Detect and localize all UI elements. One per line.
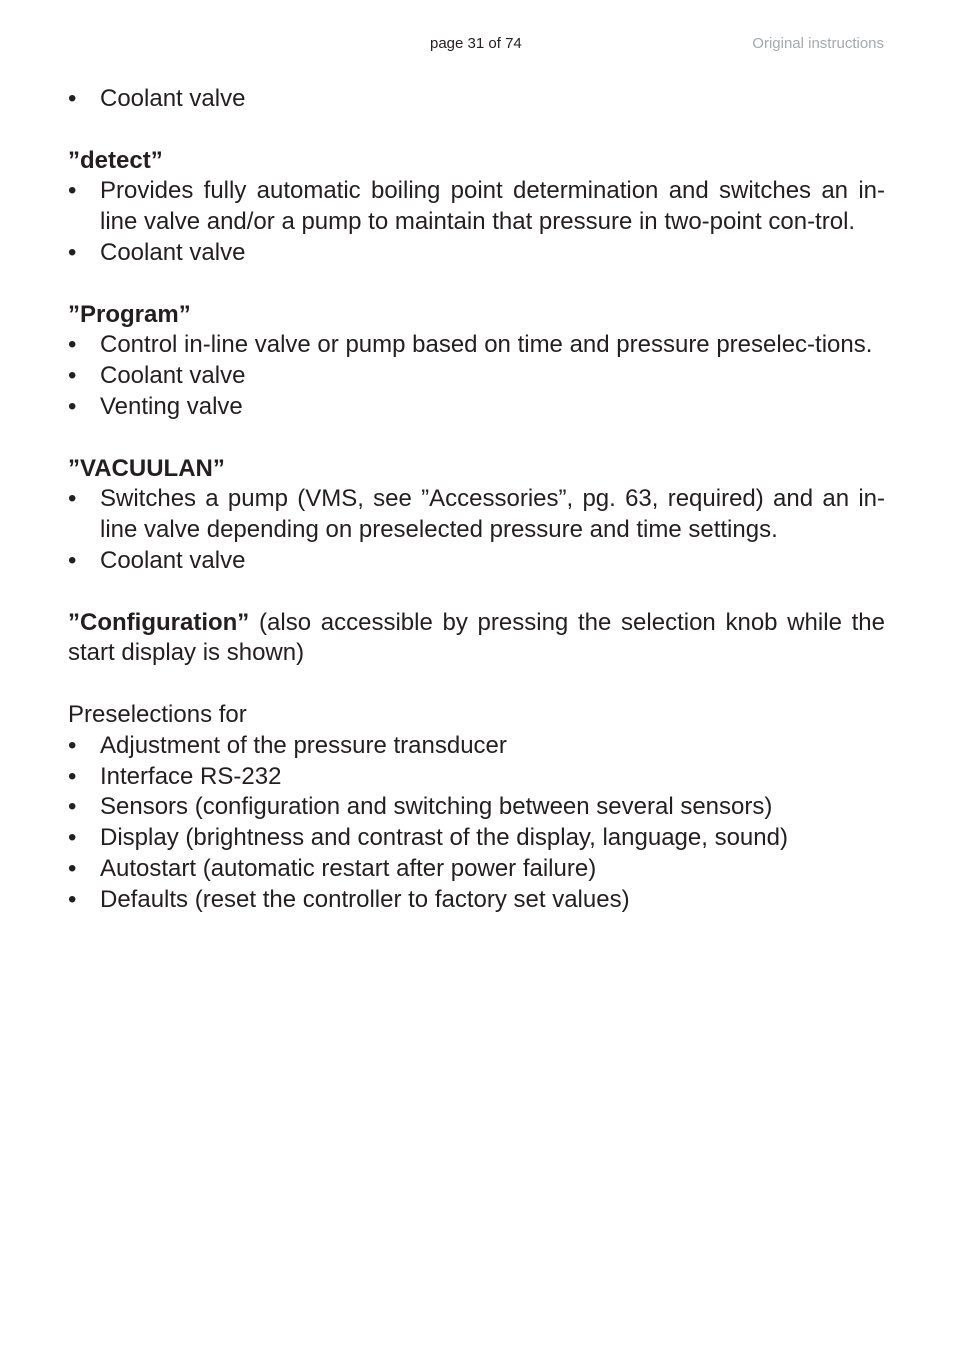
bullet-list (68, 484, 885, 576)
bullet-glyph: • (68, 85, 77, 112)
bullet-glyph: • (68, 793, 77, 821)
list-item (68, 792, 885, 823)
bullet-glyph: • (68, 824, 77, 852)
preselections-intro: Preselections for (68, 700, 247, 728)
list-item (68, 546, 885, 577)
list-item (68, 823, 885, 854)
list-item-text: Display (brightness and contrast of the display, language, sound) (100, 824, 788, 852)
list-item-text: Adjustment of the pressure transducer (100, 731, 507, 759)
configuration-paragraph (68, 608, 885, 670)
list-item (68, 238, 885, 269)
bullet-glyph: • (68, 362, 77, 390)
section-heading: ”VACUULAN” (68, 454, 225, 482)
section-heading: ”detect” (68, 146, 163, 174)
bullet-glyph: • (68, 762, 77, 790)
configuration-heading: ”Configuration” (68, 608, 250, 636)
list-item (68, 885, 885, 916)
section-vacuulan (68, 454, 885, 577)
list-item (68, 484, 885, 546)
bullet-glyph: • (68, 331, 77, 359)
list-item (68, 176, 885, 238)
bullet-list (68, 84, 885, 115)
list-item-text: Interface RS-232 (100, 762, 282, 790)
bullet-glyph: • (68, 177, 77, 205)
list-item-text: Autostart (automatic restart after power failure) (100, 854, 597, 882)
section-detect (68, 146, 885, 269)
list-item-text: Sensors (configuration and switching between several sensors) (100, 793, 773, 821)
bullet-glyph: • (68, 854, 77, 882)
list-item (68, 854, 885, 885)
section-program (68, 300, 885, 423)
list-item-text: Coolant valve (100, 362, 246, 390)
page-header (0, 35, 954, 55)
list-item-text: Coolant valve (100, 238, 246, 266)
list-item-text: Coolant valve (100, 546, 246, 574)
bullet-list (68, 330, 885, 422)
bullet-glyph: • (68, 546, 77, 574)
list-item-text: Venting valve (100, 392, 243, 420)
list-item-text: Control in-line valve or pump based on time and pressure preselec-tions. (100, 331, 873, 359)
list-item (68, 392, 885, 423)
page-number: page 31 of 74 (430, 35, 522, 52)
list-item (68, 762, 885, 793)
section-intro (68, 84, 885, 115)
list-item-text: Defaults (reset the controller to factory set values) (100, 885, 630, 913)
bullet-list (68, 176, 885, 268)
list-item (68, 84, 885, 115)
list-item (68, 731, 885, 762)
bullet-glyph: • (68, 485, 77, 513)
page-content (68, 84, 885, 916)
list-item (68, 330, 885, 361)
bullet-glyph: • (68, 885, 77, 913)
list-item-text: Coolant valve (100, 85, 246, 112)
bullet-glyph: • (68, 238, 77, 266)
section-preselections (68, 700, 885, 916)
bullet-list (68, 731, 885, 916)
list-item (68, 361, 885, 392)
document-label: Original instructions (752, 35, 884, 52)
configuration-text: (also accessible by pressing the selection knob while the start display is shown) (68, 608, 885, 667)
list-item-text: Switches a pump (VMS, see ”Accessories”, pg. 63, required) and an in-line valve depending on preselected pressure and time settings. (100, 485, 885, 544)
bullet-glyph: • (68, 731, 77, 759)
section-heading: ”Program” (68, 300, 191, 328)
bullet-glyph: • (68, 392, 77, 420)
list-item-text: Provides fully automatic boiling point determination and switches an in-line valve and/or a pump to maintain that pressure in two-point con-trol. (100, 177, 885, 236)
